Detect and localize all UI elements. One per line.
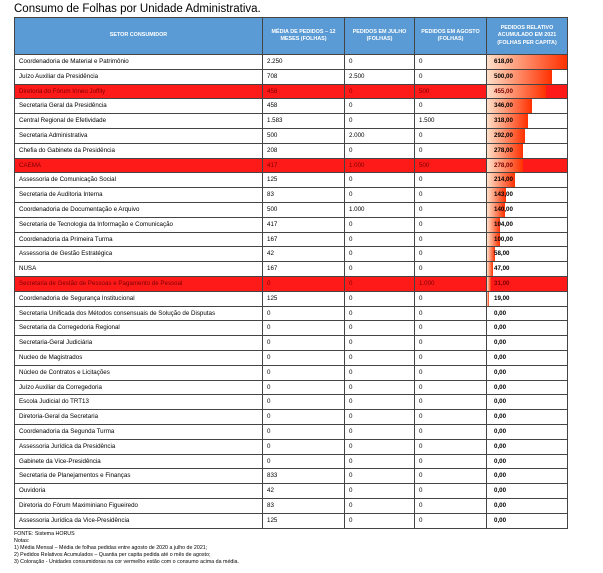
cell-julho: 0	[345, 276, 415, 291]
cell-setor: Escola Judicial do TRT13	[15, 395, 263, 410]
note-3: 3) Coloração - Unidades consumidoras na cor vermelho estão com o consumo acima da média.	[14, 559, 239, 565]
cell-relativo	[487, 291, 568, 306]
data-bar	[487, 292, 489, 306]
cell-julho: 0	[345, 232, 415, 247]
cell-setor: Juízo Auxiliar da Corregedoria	[15, 380, 263, 395]
cell-agosto: 0	[415, 439, 487, 454]
cell-setor: Secretaria de Planejamentos e Finanças	[15, 469, 263, 484]
cell-relativo	[487, 99, 568, 114]
cell-agosto: 0	[415, 484, 487, 499]
table-row	[15, 395, 568, 410]
cell-relativo	[487, 128, 568, 143]
cell-setor: Diretoria do Fórum Irineu Joffily	[15, 84, 263, 99]
cell-julho: 0	[345, 498, 415, 513]
page-title: Consumo de Folhas por Unidade Administrativa.	[14, 3, 261, 15]
cell-media: 83	[263, 498, 345, 513]
cell-media: 417	[263, 158, 345, 173]
relativo-value: 0,00	[494, 324, 507, 332]
cell-agosto: 0	[415, 395, 487, 410]
cell-setor: Secretaria-Geral Judiciária	[15, 336, 263, 351]
relativo-value: 318,00	[494, 117, 513, 125]
relativo-value: 278,00	[494, 146, 513, 154]
cell-setor: Secretaria Unificada dos Métodos consensuais de Solução de Disputas	[15, 306, 263, 321]
cell-setor: Ouvidoria	[15, 484, 263, 499]
relativo-value: 100,00	[494, 235, 513, 243]
cell-julho: 1.000	[345, 158, 415, 173]
cell-agosto: 1.500	[415, 114, 487, 129]
cell-relativo	[487, 454, 568, 469]
cell-media: 167	[263, 262, 345, 277]
cell-agosto: 0	[415, 202, 487, 217]
cell-setor: Assessoria Jurídica da Presidência	[15, 439, 263, 454]
relativo-value: 0,00	[494, 383, 507, 391]
cell-julho: 0	[345, 365, 415, 380]
table-row	[15, 217, 568, 232]
cell-setor: Coordenadoria de Material e Patrimônio	[15, 55, 263, 70]
cell-media: 125	[263, 173, 345, 188]
relativo-value: 143,00	[494, 191, 513, 199]
cell-media: 458	[263, 99, 345, 114]
note-heading: Notas:	[14, 538, 30, 544]
table-row	[15, 202, 568, 217]
cell-julho: 0	[345, 247, 415, 262]
table-row	[15, 306, 568, 321]
relativo-value: 346,00	[494, 102, 513, 110]
table-row	[15, 128, 568, 143]
cell-relativo	[487, 484, 568, 499]
cell-setor: Juízo Auxiliar da Presidência	[15, 69, 263, 84]
cell-julho: 0	[345, 410, 415, 425]
cell-media: 0	[263, 410, 345, 425]
cell-relativo	[487, 217, 568, 232]
cell-media: 0	[263, 321, 345, 336]
cell-julho: 0	[345, 188, 415, 203]
table-row	[15, 380, 568, 395]
cell-agosto: 0	[415, 498, 487, 513]
cell-setor: Nucleo de Magistrados	[15, 350, 263, 365]
cell-julho: 0	[345, 143, 415, 158]
cell-relativo	[487, 202, 568, 217]
relativo-value: 140,00	[494, 205, 513, 213]
cell-relativo	[487, 188, 568, 203]
relativo-value: 0,00	[494, 472, 507, 480]
cell-media: 2.250	[263, 55, 345, 70]
cell-media: 500	[263, 202, 345, 217]
table-row	[15, 439, 568, 454]
cell-setor: Coordenadoria de Documentação e Arquivo	[15, 202, 263, 217]
cell-relativo	[487, 321, 568, 336]
cell-relativo	[487, 143, 568, 158]
cell-julho: 0	[345, 513, 415, 528]
cell-setor: Secretaria de Gestão de Pessoas e Pagamento de Pessoal	[15, 276, 263, 291]
cell-relativo	[487, 158, 568, 173]
relativo-value: 0,00	[494, 309, 507, 317]
cell-media: 0	[263, 424, 345, 439]
cell-agosto: 0	[415, 188, 487, 203]
cell-julho: 0	[345, 114, 415, 129]
cell-agosto: 0	[415, 99, 487, 114]
relativo-value: 0,00	[494, 339, 507, 347]
cell-setor: Secretaria Geral da Presidência	[15, 99, 263, 114]
cell-media: 1.583	[263, 114, 345, 129]
cell-julho: 0	[345, 454, 415, 469]
header-relativo: PEDIDOS RELATIVO ACUMULADO EM 2021 (FOLHAS PER CAPITA)	[487, 18, 568, 55]
relativo-value: 292,00	[494, 131, 513, 139]
table-row	[15, 350, 568, 365]
cell-relativo	[487, 262, 568, 277]
cell-julho: 0	[345, 395, 415, 410]
cell-agosto: 0	[415, 513, 487, 528]
relativo-value: 104,00	[494, 220, 513, 228]
cell-agosto: 0	[415, 306, 487, 321]
table-row	[15, 513, 568, 528]
cell-agosto: 0	[415, 469, 487, 484]
cell-setor: Secretaria de Tecnologia da Informação e Comunicação	[15, 217, 263, 232]
cell-media: 833	[263, 469, 345, 484]
cell-agosto: 0	[415, 380, 487, 395]
cell-julho: 0	[345, 217, 415, 232]
cell-relativo	[487, 55, 568, 70]
relativo-value: 0,00	[494, 413, 507, 421]
header-setor: SETOR CONSUMIDOR	[15, 18, 263, 55]
header-julho: PEDIDOS EM JULHO (FOLHAS)	[345, 18, 415, 55]
cell-agosto: 0	[415, 247, 487, 262]
cell-julho: 0	[345, 380, 415, 395]
cell-agosto: 0	[415, 365, 487, 380]
cell-julho: 0	[345, 350, 415, 365]
cell-media: 0	[263, 276, 345, 291]
table-row	[15, 410, 568, 425]
table-row	[15, 365, 568, 380]
cell-julho: 0	[345, 439, 415, 454]
table-row	[15, 469, 568, 484]
table-row	[15, 232, 568, 247]
relativo-value: 31,00	[494, 279, 510, 287]
table-row	[15, 262, 568, 277]
cell-media: 167	[263, 232, 345, 247]
cell-media: 0	[263, 380, 345, 395]
cell-setor: Coordenadoria da Segunda Turma	[15, 424, 263, 439]
cell-julho: 2.500	[345, 69, 415, 84]
relativo-value: 47,00	[494, 265, 510, 273]
cell-julho: 0	[345, 262, 415, 277]
table-row	[15, 99, 568, 114]
cell-media: 0	[263, 454, 345, 469]
cell-agosto: 0	[415, 350, 487, 365]
cell-media: 458	[263, 84, 345, 99]
cell-media: 125	[263, 513, 345, 528]
table-body	[15, 55, 568, 529]
relativo-value: 0,00	[494, 353, 507, 361]
relativo-value: 214,00	[494, 176, 513, 184]
relativo-value: 618,00	[494, 58, 513, 65]
cell-media: 0	[263, 350, 345, 365]
cell-setor: Secretaria de Auditoria Interna	[15, 188, 263, 203]
cell-media: 708	[263, 69, 345, 84]
table-row	[15, 84, 568, 99]
cell-setor: Gabinete da Vice-Presidência	[15, 454, 263, 469]
cell-relativo	[487, 276, 568, 291]
cell-julho: 0	[345, 291, 415, 306]
cell-relativo	[487, 395, 568, 410]
table-row	[15, 291, 568, 306]
cell-julho: 0	[345, 55, 415, 70]
note-source: FONTE: Sistema HORUS	[14, 531, 75, 537]
relativo-value: 19,00	[494, 294, 510, 302]
cell-media: 0	[263, 439, 345, 454]
consumption-table	[14, 17, 568, 529]
cell-media: 83	[263, 188, 345, 203]
cell-relativo	[487, 380, 568, 395]
note-2: 2) Pedidos Relativos Acumulados – Quantia per capita pedida até o mês de agosto;	[14, 552, 211, 558]
cell-julho: 0	[345, 424, 415, 439]
cell-agosto: 500	[415, 158, 487, 173]
table-header-row	[15, 18, 568, 55]
relativo-value: 0,00	[494, 442, 507, 450]
table-row	[15, 484, 568, 499]
cell-agosto: 0	[415, 69, 487, 84]
cell-agosto: 0	[415, 336, 487, 351]
cell-setor: Núcleo de Contratos e Licitações	[15, 365, 263, 380]
table-row	[15, 158, 568, 173]
cell-media: 0	[263, 395, 345, 410]
cell-relativo	[487, 336, 568, 351]
cell-relativo	[487, 114, 568, 129]
cell-setor: Coordenadoria de Segurança Institucional	[15, 291, 263, 306]
cell-julho: 0	[345, 99, 415, 114]
table-row	[15, 336, 568, 351]
relativo-value: 58,00	[494, 250, 510, 258]
cell-agosto: 0	[415, 143, 487, 158]
cell-relativo	[487, 247, 568, 262]
cell-agosto: 1.000	[415, 276, 487, 291]
cell-media: 42	[263, 484, 345, 499]
cell-relativo	[487, 173, 568, 188]
relativo-value: 0,00	[494, 457, 507, 465]
cell-relativo	[487, 498, 568, 513]
note-1: 1) Média Mensal – Média de folhas pedidas entre agosto de 2020 a julho de 2021;	[14, 545, 208, 551]
cell-julho: 0	[345, 84, 415, 99]
relativo-value: 0,00	[494, 487, 507, 495]
table-row	[15, 143, 568, 158]
cell-relativo	[487, 84, 568, 99]
table-row	[15, 55, 568, 70]
cell-media: 0	[263, 365, 345, 380]
cell-relativo	[487, 410, 568, 425]
table-row	[15, 69, 568, 84]
cell-julho: 2.000	[345, 128, 415, 143]
cell-setor: NUSA	[15, 262, 263, 277]
cell-setor: Diretoria do Fórum Maximiniano Figueiredo	[15, 498, 263, 513]
cell-media: 417	[263, 217, 345, 232]
cell-julho: 0	[345, 306, 415, 321]
cell-agosto: 0	[415, 262, 487, 277]
cell-media: 125	[263, 291, 345, 306]
relativo-value: 0,00	[494, 368, 507, 376]
cell-julho: 0	[345, 321, 415, 336]
relativo-value: 278,00	[494, 161, 513, 169]
table-row	[15, 276, 568, 291]
cell-media: 0	[263, 306, 345, 321]
cell-setor: Secretaria da Corregedoria Regional	[15, 321, 263, 336]
cell-setor: Coordenadoria da Primeira Turma	[15, 232, 263, 247]
relativo-value: 0,00	[494, 427, 507, 435]
table-row	[15, 114, 568, 129]
cell-julho: 0	[345, 336, 415, 351]
cell-agosto: 0	[415, 410, 487, 425]
cell-media: 0	[263, 336, 345, 351]
cell-relativo	[487, 513, 568, 528]
table-row	[15, 188, 568, 203]
cell-agosto: 0	[415, 454, 487, 469]
table-row	[15, 173, 568, 188]
cell-agosto: 0	[415, 424, 487, 439]
relativo-value: 0,00	[494, 516, 507, 524]
cell-relativo	[487, 439, 568, 454]
relativo-value: 500,00	[494, 72, 513, 80]
table-row	[15, 247, 568, 262]
cell-relativo	[487, 365, 568, 380]
relativo-value: 0,00	[494, 398, 507, 406]
cell-relativo	[487, 424, 568, 439]
cell-setor: Diretoria-Geral da Secretaria	[15, 410, 263, 425]
cell-setor: CAEMA	[15, 158, 263, 173]
header-agosto: PEDIDOS EM AGOSTO (FOLHAS)	[415, 18, 487, 55]
header-media: MÉDIA DE PEDIDOS – 12 MESES (FOLHAS)	[263, 18, 345, 55]
cell-relativo	[487, 232, 568, 247]
cell-relativo	[487, 306, 568, 321]
cell-agosto: 0	[415, 232, 487, 247]
cell-relativo	[487, 350, 568, 365]
cell-setor: Secretaria Administrativa	[15, 128, 263, 143]
relativo-value: 455,00	[494, 87, 513, 95]
cell-julho: 0	[345, 469, 415, 484]
cell-julho: 0	[345, 484, 415, 499]
table-row	[15, 454, 568, 469]
cell-relativo	[487, 469, 568, 484]
table-row	[15, 498, 568, 513]
cell-agosto: 0	[415, 291, 487, 306]
cell-setor: Assessoria Jurídica da Vice-Presidência	[15, 513, 263, 528]
cell-setor: Assessoria de Gestão Estratégica	[15, 247, 263, 262]
cell-agosto: 0	[415, 217, 487, 232]
cell-media: 500	[263, 128, 345, 143]
cell-setor: Chefia do Gabinete da Presidência	[15, 143, 263, 158]
cell-setor: Assessoria de Comunicação Social	[15, 173, 263, 188]
notes	[14, 531, 239, 566]
cell-agosto: 0	[415, 173, 487, 188]
cell-setor: Central Regional de Efetividade	[15, 114, 263, 129]
relativo-value: 0,00	[494, 501, 507, 509]
cell-relativo	[487, 69, 568, 84]
cell-agosto: 0	[415, 55, 487, 70]
cell-julho: 0	[345, 173, 415, 188]
cell-media: 42	[263, 247, 345, 262]
cell-agosto: 0	[415, 128, 487, 143]
cell-media: 208	[263, 143, 345, 158]
cell-agosto: 0	[415, 321, 487, 336]
table-row	[15, 424, 568, 439]
table-row	[15, 321, 568, 336]
cell-julho: 1.000	[345, 202, 415, 217]
cell-agosto: 500	[415, 84, 487, 99]
